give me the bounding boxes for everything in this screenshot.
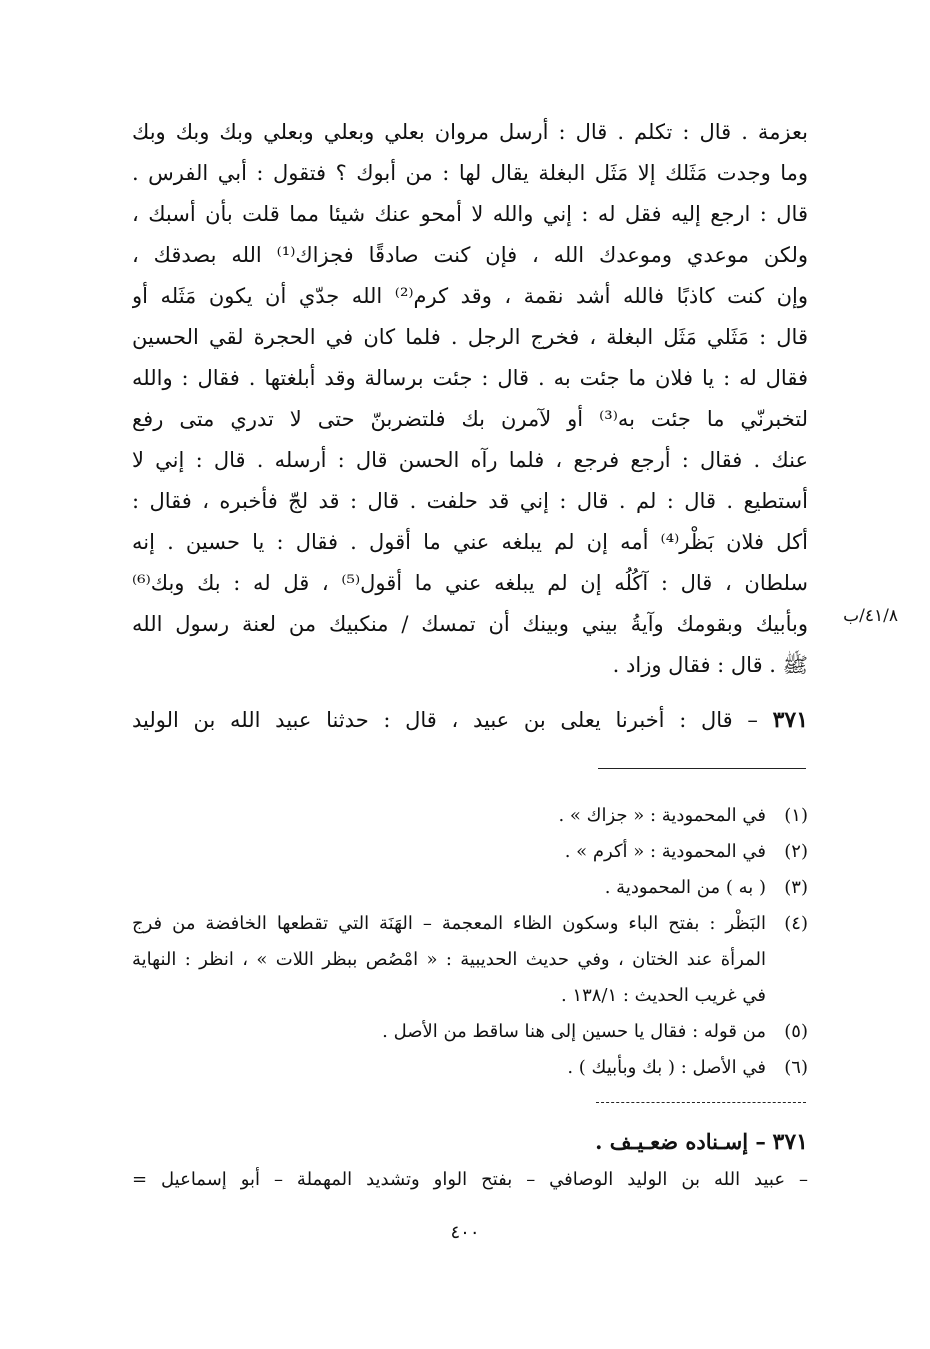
footnote-text: في المحمودية : « أكرم » . — [564, 841, 766, 862]
isnad-number: ٣٧١ — [772, 1129, 808, 1155]
footnote — [132, 1050, 808, 1086]
footnote — [132, 798, 808, 834]
footnote-text: في غريب الحديث : ١٣٨/١ . — [560, 985, 766, 1006]
footnote-number: (٦) — [784, 1057, 808, 1078]
commentary-divider — [596, 1102, 806, 1103]
footnote-number: (١) — [784, 805, 808, 826]
footnote — [132, 906, 808, 1014]
isnad-commentary-line: – عبيد الله بن الوليد الوصافي – بفتح الواو وتشديد المهملة – أبو إسماعيل = — [132, 1169, 808, 1190]
manuscript-folio-note: ٤١/٨/ب — [843, 606, 898, 626]
footnote-number: (٤) — [784, 913, 808, 934]
text-line: بعزمة . قال : تكلم . قال : أرسل مروان بعلي وبعلي وبعلي وبك وبك وبك — [132, 120, 808, 144]
text-line: فقال له : يا فلان ما جئت به . قال : جئت برسالة وقد أبلغتها . فقال : والله — [132, 366, 808, 390]
footnote-number: (٣) — [784, 877, 808, 898]
text-line: أستطيع . قال : لم . قال : إني قد حلفت . قال : قد لجّ فأخبره ، فقال : — [132, 489, 808, 513]
text-line: سلطان ، قال : آكُلُه إن لم يبلغه عني ما أقول⁽⁵⁾ ، قل له : بك وبك⁽⁶⁾ — [132, 571, 808, 595]
text-line: عنك . فقال : أرجع فرجع ، فلما رآه الحسن قال : أرسله . قال : إني لا — [132, 448, 808, 472]
isnad-heading — [132, 1122, 808, 1162]
text-line: ولكن موعدي وموعدك الله ، فإن كنت صادقًا فجزاك⁽¹⁾ الله بصدقك ، — [132, 243, 808, 267]
text-line: وبأبيك وبقومك وآيةُ بيني وبينك أن تمسك / منكبيك من لعنة رسول الله — [132, 612, 808, 636]
footnote-number: (٥) — [784, 1021, 808, 1042]
footnote-text: المرأة عند الختان ، وفي حديث الحديبية : « امْصُص ببظر اللات » ، انظر : النهاية — [132, 949, 766, 970]
isnad-grade: – إسـناده ضعـيـف . — [595, 1129, 766, 1154]
text-line: وما وجدت مَثَلك إلا مَثَل البغلة يقال لها : من أبوك ؟ فتقول : أبي الفرس . — [132, 161, 808, 185]
footnote-number: (٢) — [784, 841, 808, 862]
hadith-371-opening — [132, 700, 808, 740]
footnote-text: في المحمودية : « جزاك » . — [558, 805, 766, 826]
text-line: قال : ارجع إليه فقل له : إني والله لا أمحو عنك شيئا مما قلت بأن أسبك ، — [132, 202, 808, 226]
footnote-text: في الأصل : ( بك وبأبيك ) . — [567, 1057, 766, 1078]
footnote — [132, 1014, 808, 1050]
text-line: وإن كنت كاذبًا فالله أشد نقمة ، وقد كرم⁽²⁾ الله جدّي أن يكون مَثَله أو — [132, 284, 808, 308]
footnote-text: من قوله : فقال يا حسين إلى هنا ساقط من الأصل . — [382, 1021, 766, 1042]
main-text-block — [132, 112, 808, 686]
page-number: ٤٠٠ — [450, 1222, 480, 1243]
text-line: لتخبرنّي ما جئت به⁽³⁾ أو لآمرن بك فلتضربنّ حتى لا تدري متى رفع — [132, 407, 808, 431]
text-line: ﷺ . قال : فقال وزاد . — [612, 653, 808, 677]
footnotes-block — [132, 798, 808, 1086]
footnote — [132, 870, 808, 906]
footnote — [132, 834, 808, 870]
footnote-text: ( به ) من المحمودية . — [604, 877, 766, 898]
text-line: قال : مَثَلي مَثَل البغلة ، فخرج الرجل . فلما كان في الحجرة لقي الحسين — [132, 325, 808, 349]
footnote-text: البَظْر : بفتح الباء وسكون الظاء المعجمة – الهَنَة التي تقطعها الخافضة من فرج — [132, 913, 766, 934]
hadith-number: ٣٧١ — [772, 707, 808, 733]
footnote-divider — [598, 768, 806, 769]
hadith-chain-text: – قال : أخبرنا يعلى بن عبيد ، قال : حدثنا عبيد الله بن الوليد — [132, 708, 758, 732]
text-line: أكل فلان بَظْر⁽⁴⁾ أمه إن لم يبلغه عني ما أقول . فقال : يا حسين . إنه — [132, 530, 808, 554]
